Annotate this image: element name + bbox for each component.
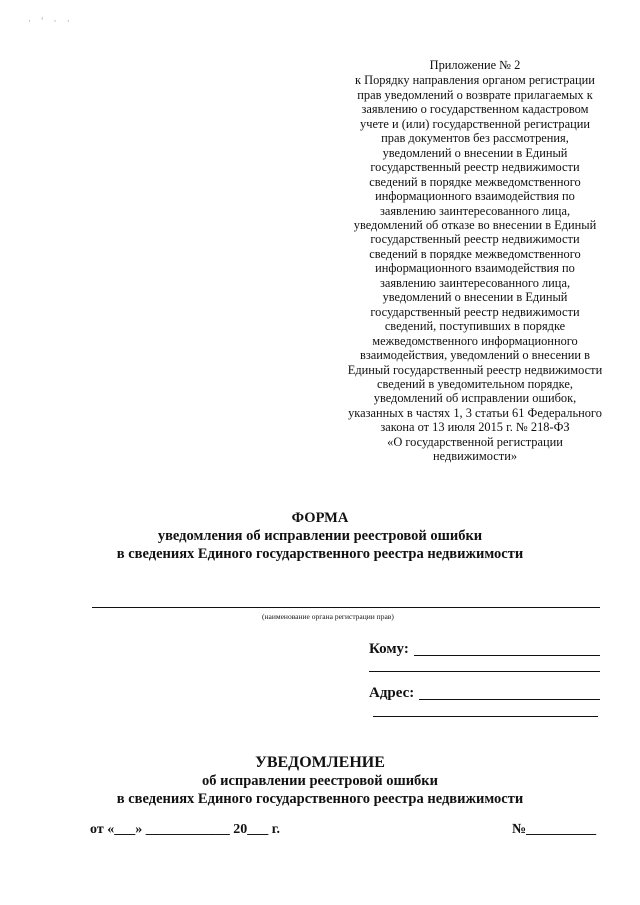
form-title bbox=[0, 509, 640, 563]
form-title-line3: в сведениях Единого государственного реестра недвижимости bbox=[116, 546, 524, 562]
address-field-line bbox=[419, 699, 600, 700]
appendix-line: сведений в уведомительном порядке, bbox=[376, 376, 573, 391]
org-name-caption: (наименование органа регистрации прав) bbox=[262, 612, 394, 621]
appendix-line: взаимодействия, уведомлений о внесении в bbox=[360, 348, 590, 363]
appendix-line: сведений в порядке межведомственного bbox=[369, 246, 581, 261]
notice-title bbox=[0, 754, 640, 808]
notice-title-line1: УВЕДОМЛЕНИЕ bbox=[255, 754, 385, 771]
appendix-line: заявлению заинтересованного лица, bbox=[379, 275, 571, 290]
appendix-line: уведомлений о внесении в Единый bbox=[382, 290, 568, 305]
appendix-line: уведомлений о внесении в Единый bbox=[382, 145, 568, 160]
appendix-line: указанных в частях 1, 3 статьи 61 Федерального bbox=[348, 405, 602, 420]
address-field-line-2 bbox=[373, 716, 598, 717]
appendix-line: государственный реестр недвижимости bbox=[370, 232, 580, 247]
appendix-block bbox=[325, 58, 625, 464]
appendix-line: государственный реестр недвижимости bbox=[370, 160, 580, 175]
appendix-line: информационного взаимодействия по bbox=[375, 261, 575, 276]
org-name-line bbox=[92, 607, 600, 608]
to-field-line bbox=[414, 655, 600, 656]
appendix-line: межведомственного информационного bbox=[372, 333, 578, 348]
appendix-line: государственный реестр недвижимости bbox=[370, 304, 580, 319]
appendix-line: Единый государственный реестр недвижимости bbox=[347, 362, 603, 377]
appendix-line: прав уведомлений о возврате прилагаемых к bbox=[357, 87, 593, 102]
date-field: от «___» ____________ 20___ г. bbox=[90, 822, 280, 837]
to-field-line-2 bbox=[369, 671, 600, 672]
appendix-line: уведомлений об исправлении ошибок, bbox=[373, 391, 577, 406]
appendix-line: заявлению о государственном кадастровом bbox=[361, 102, 589, 117]
appendix-text bbox=[325, 73, 625, 463]
appendix-line: заявлению заинтересованного лица, bbox=[379, 203, 571, 218]
appendix-line: недвижимости» bbox=[432, 449, 518, 464]
appendix-line: информационного взаимодействия по bbox=[375, 189, 575, 204]
to-label: Кому: bbox=[369, 641, 409, 657]
appendix-line: к Порядку направления органом регистрации bbox=[355, 73, 595, 88]
notice-title-line2: об исправлении реестровой ошибки bbox=[201, 773, 439, 789]
appendix-line: прав документов без рассмотрения, bbox=[381, 131, 569, 146]
appendix-line: закона от 13 июля 2015 г. № 218-ФЗ bbox=[380, 420, 570, 435]
number-field: №__________ bbox=[512, 822, 597, 837]
appendix-line: уведомлений об отказе во внесении в Единый bbox=[353, 217, 597, 232]
notice-title-line3: в сведениях Единого государственного реестра недвижимости bbox=[116, 791, 524, 807]
appendix-heading: Приложение № 2 bbox=[429, 58, 521, 72]
form-title-line2: уведомления об исправлении реестровой ошибки bbox=[157, 528, 483, 544]
scan-specks: · ′ · · bbox=[28, 16, 74, 26]
form-title-line1: ФОРМА bbox=[291, 510, 349, 526]
address-label: Адрес: bbox=[369, 685, 415, 701]
appendix-line: «О государственной регистрации bbox=[387, 434, 563, 449]
appendix-line: сведений, поступивших в порядке bbox=[384, 319, 566, 334]
appendix-line: учете и (или) государственной регистрации bbox=[360, 116, 590, 131]
appendix-line: сведений в порядке межведомственного bbox=[369, 174, 581, 189]
